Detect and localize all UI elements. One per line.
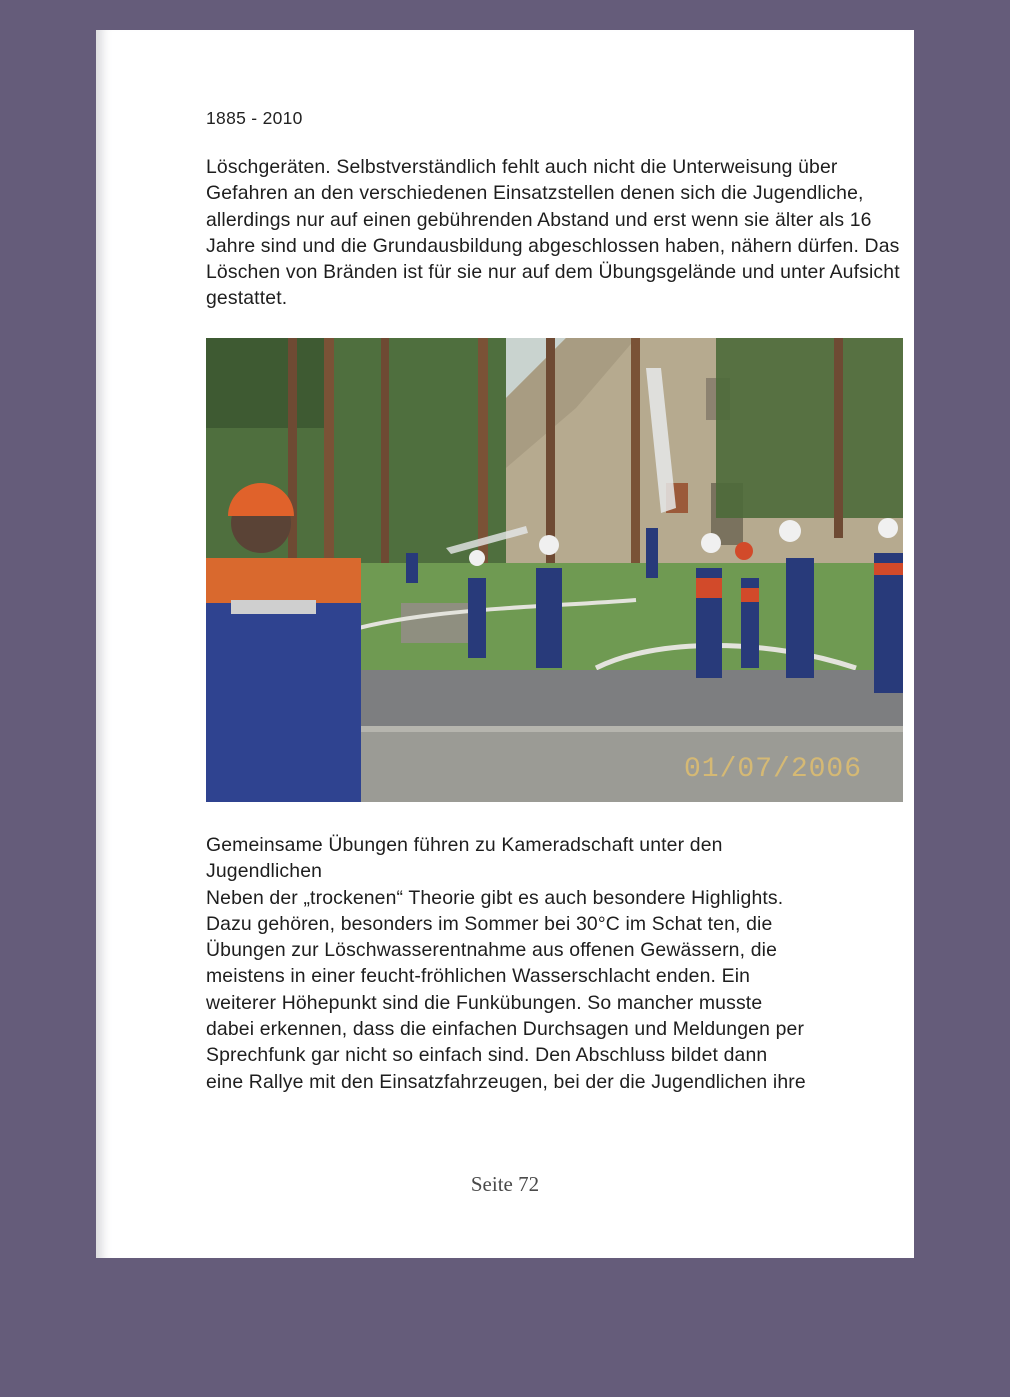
page-header: 1885 - 2010 — [206, 108, 303, 128]
page-number: Seite 72 — [470, 1172, 540, 1196]
scanned-page — [96, 30, 914, 1258]
photo-date-stamp: 01/07/2006 — [684, 754, 863, 785]
text-line: Neben der „trockenen“ Theorie gibt es auch besondere Highlights. — [206, 886, 784, 909]
text-line: weiterer Höhepunkt sind die Funkübungen. So mancher musste — [206, 991, 763, 1014]
text-line: Sprechfunk gar nicht so einfach sind. Den Abschluss bildet dann — [206, 1044, 768, 1067]
paragraph-highlights — [206, 832, 906, 1095]
text-line: Dazu gehören, besonders im Sommer bei 30°C im Schat ten, die — [206, 912, 773, 935]
fire-drill-photo — [206, 338, 903, 802]
caption-line: Jugendlichen — [206, 860, 323, 883]
paragraph-intro: Löschgeräten. Selbstverständlich fehlt auch nicht die Unterweisung über Gefahren an den verschiedenen Einsatzstellen denen sich die Jugendliche, allerdings nur auf einen gebührenden Abstand und erst wenn sie älter als 16 Jahre sind und die Grundausbildung abgeschlossen haben, nähern dürfen. Das Löschen von Bränden ist für sie nur auf dem Übungsgelände und unter Aufsicht gestattet. — [206, 156, 900, 310]
text-line: eine Rallye mit den Einsatzfahrzeugen, bei der die Jugendlichen ihre — [206, 1070, 806, 1093]
text-line: dabei erkennen, dass die einfachen Durchsagen und Meldungen per — [206, 1018, 805, 1041]
caption-line: Gemeinsame Übungen führen zu Kameradschaft unter den — [206, 834, 723, 856]
text-line: meistens in einer feucht-fröhlichen Wasserschlacht enden. Ein — [206, 965, 751, 988]
text-line: Übungen zur Löschwasserentnahme aus offenen Gewässern, die — [206, 939, 778, 962]
